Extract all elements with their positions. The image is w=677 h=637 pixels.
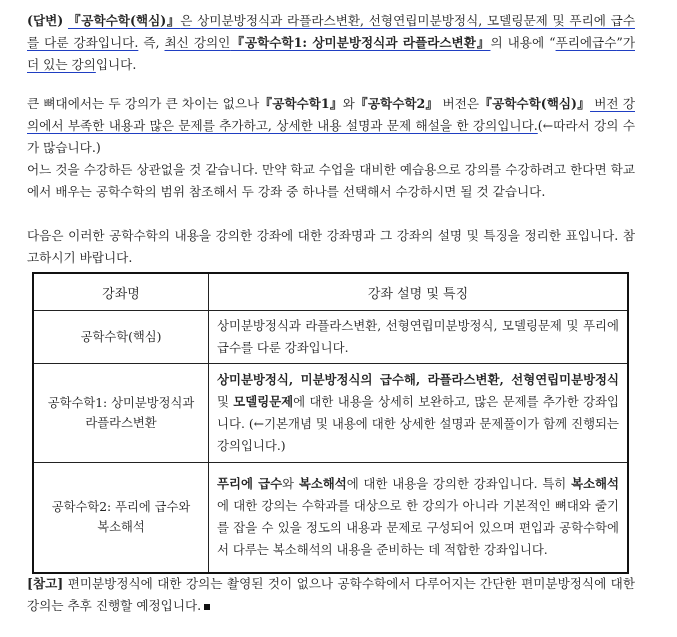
latest-lecture-label: 최신 강의인 <box>164 35 231 50</box>
table-row <box>33 364 628 463</box>
comparison-paragraph <box>27 93 635 159</box>
course-description-cell <box>209 463 629 573</box>
course-title-core: 『공학수학(핵심)』 <box>67 13 181 28</box>
course-title-core-short: 『공학수학(핵심)』 <box>479 96 591 111</box>
connector-text: 의 내용에 “ <box>490 35 556 50</box>
course-title-math2-short: 『공학수학2』 <box>354 96 439 111</box>
course-description-cell <box>209 364 629 463</box>
extra-lecture-label: ”가 더 있는 강의 <box>27 35 635 72</box>
course-name-cell <box>33 463 209 573</box>
connector-text: 즉, <box>138 35 165 50</box>
core-description: 은 상미분방정식과 라플라스변환, 선형연립미분방정식, 모델링문제 및 푸리에 급수를 다룬 강좌입니다. <box>27 13 635 50</box>
description-text: 와 <box>282 476 299 492</box>
topic-modeling: 모델링문제 <box>233 394 294 409</box>
description-text: 및 <box>217 394 234 409</box>
course-title-math1: 『공학수학1: 상미분방정식과 라플라스변환』 <box>230 35 491 50</box>
header-course-name: 강좌명 <box>33 273 209 311</box>
reference-note <box>27 573 635 617</box>
topic-complex-analysis: 복소해석 <box>298 476 347 492</box>
comparison-text: 큰 뼈대에서는 두 강의가 큰 차이는 없으나 <box>27 96 260 111</box>
end-mark-icon <box>204 604 210 610</box>
recommendation-paragraph: 어느 것을 수강하든 상관없을 것 같습니다. 만약 학교 수업을 대비한 예습용으로 강의를 수강하려고 한다면 학교에서 배우는 공학수학의 범위 참조해서 두 강좌 중 하나를 선택해서 수강하시면 될 것 같습니다. <box>27 162 635 199</box>
course-name-cell: 공학수학(핵심) <box>33 311 209 364</box>
course-name-line: 라플라스변환 <box>85 416 157 430</box>
course-title-math1-short: 『공학수학1』 <box>259 96 343 111</box>
sentence-end: 입니다. <box>95 57 137 72</box>
course-name-line: 복소해석 <box>97 520 145 535</box>
description-text: 에 대한 내용을 상세히 보완하고, 많은 문제를 추가한 강좌입니다. (←기본개념 및 내용에 대한 상세한 설명과 문제풀이가 함께 진행되는 강의입니다.) <box>217 394 619 453</box>
course-table <box>32 272 629 574</box>
note-tag: [참고] <box>27 576 64 591</box>
description-text: 에 대한 내용을 강의한 강좌입니다. 특히 <box>346 476 572 492</box>
header-course-description: 강좌 설명 및 특징 <box>209 273 629 311</box>
description-text: 에 대한 강의는 수학과를 대상으로 한 강의가 아니라 기본적인 뼈대와 줄기를 잡을 수 있을 정도의 내용과 문제로 구성되어 있으며 편입과 공학수학에서 다루는 복소해석의 내용을 준비하는 데 적합한 강좌입니다. <box>217 498 619 558</box>
comparison-underlined-text: 버전 강의에서 부족한 내용과 많은 문제를 추가하고, 상세한 내용 설명과 문제 해설을 한 강의입니다. <box>27 96 635 133</box>
topic-complex-analysis: 복소해석 <box>571 476 619 492</box>
note-text: 편미분방정식에 대한 강의는 촬영된 것이 없으나 공학수학에서 다루어지는 간단한 편미분방정식에 대한 강의는 추후 진행할 예정입니다. <box>27 576 635 613</box>
table-intro-paragraph: 다음은 이러한 공학수학의 내용을 강의한 강좌에 대한 강좌명과 그 강좌의 설명 및 특징을 정리한 표입니다. 참고하시기 바랍니다. <box>27 228 635 265</box>
table-row <box>33 311 628 364</box>
topic-fourier: 푸리에 급수 <box>217 476 283 492</box>
course-name-line: 공학수학1: 상미분방정식과 <box>47 396 195 410</box>
course-name-line: 공학수학2: 푸리에 급수와 <box>51 500 191 515</box>
comparison-text: 버전은 <box>438 96 480 111</box>
answer-tag: (답변) <box>27 13 64 28</box>
answer-paragraph <box>27 10 635 76</box>
comparison-note: (←따라서 강의 수가 많습니다.) <box>27 118 635 155</box>
table-row <box>33 463 628 573</box>
course-name-cell <box>33 364 209 463</box>
fourier-label: 푸리에급수 <box>555 35 617 50</box>
comparison-text: 와 <box>342 96 355 111</box>
topic-list: 상미분방정식, 미분방정식의 급수해, 라플라스변환, 선형연립미분방정식 <box>217 372 619 387</box>
table-header-row <box>33 273 628 311</box>
course-description-cell: 상미분방정식과 라플라스변환, 선형연립미분방정식, 모델링문제 및 푸리에 급수를 다룬 강좌입니다. <box>209 311 629 364</box>
